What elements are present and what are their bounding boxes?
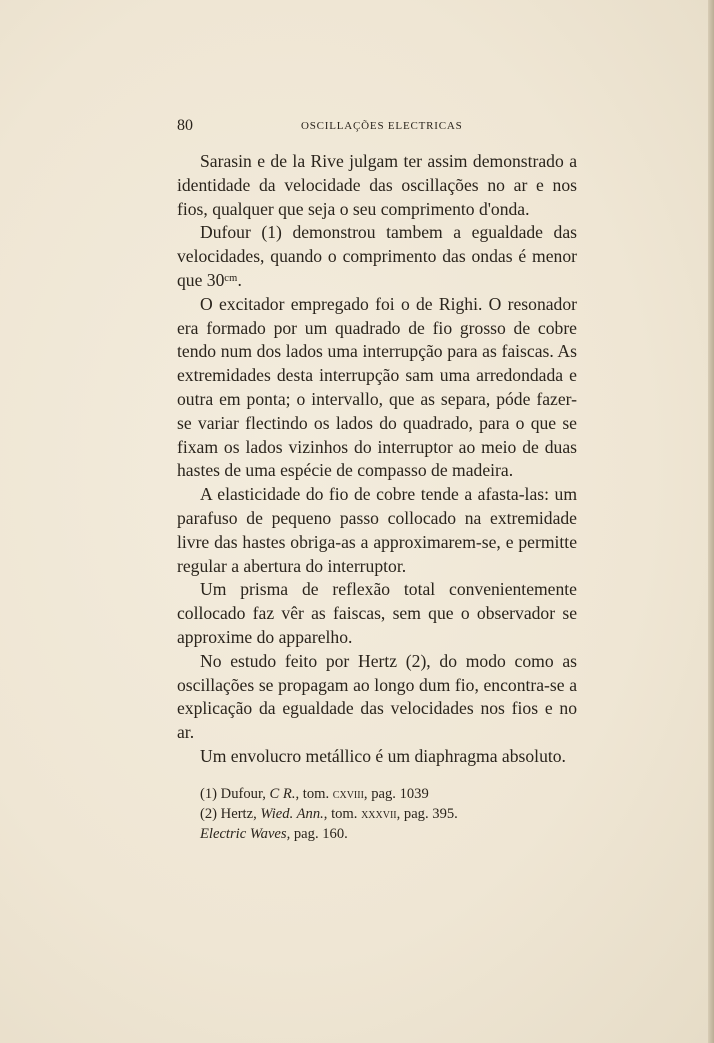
- paragraph: O excitador empregado foi o de Righi. O resonador era formado por um quadrado de fio grosso de cobre tendo num dos lados uma interrupção para as faiscas. As extremidades desta interrupção sam uma arredondada e outra em ponta; o intervallo, que as separa, póde fazer-se variar flectindo os lados do quadrado, para o que se fixam os lados vizinhos do interruptor ao meio de duas hastes de uma espécie de compasso de madeira.: [177, 293, 577, 481]
- paragraph: Sarasin e de la Rive julgam ter assim demonstrado a identidade da velocidade das oscillações no ar e nos fios, qualquer que seja o seu comprimento d'onda.: [177, 151, 577, 219]
- footnote: [200, 784, 580, 804]
- footnote-page: pag. 160.: [290, 826, 348, 842]
- page-number: 80: [177, 117, 193, 134]
- footnote-marker: (1): [200, 786, 221, 802]
- page-edge-shadow: [708, 0, 714, 1043]
- footnote-volume: xxxvii: [361, 806, 397, 822]
- footnote-volume: cxviii: [332, 786, 364, 802]
- paragraph: Um envolucro metállico é um diaphragma absoluto.: [200, 745, 566, 766]
- footnote-text: , tom.: [323, 806, 362, 822]
- paragraph: Um prisma de reflexão total convenientemente collocado faz vêr as faiscas, sem que o observador se approxime do apparelho.: [177, 579, 577, 647]
- running-title: OSCILLAÇÕES ELECTRICAS: [301, 120, 463, 132]
- footnote-journal: Wied. Ann.: [260, 806, 324, 822]
- footnote-page: , pag. 1039: [363, 786, 429, 802]
- paragraph: Dufour (1) demonstrou tambem a egualdade das velocidades, quando o comprimento das ondas é menor que 30ᶜᵐ.: [177, 222, 577, 290]
- page-header: [177, 117, 577, 139]
- paragraph: A elasticidade do fio de cobre tende a afasta-las: um parafuso de pequeno passo collocado na extremidade livre das hastes obriga-as a approximarem-se, e permitte regular a abertura do interruptor.: [177, 484, 577, 576]
- footnote-journal: C R.: [269, 786, 296, 802]
- footnote-author: Dufour,: [220, 786, 270, 802]
- footnote-text: , tom.: [295, 786, 333, 802]
- footnote-marker: (2): [200, 806, 221, 822]
- footnotes: [200, 784, 580, 844]
- footnote-page: , pag. 395.: [396, 806, 458, 822]
- body-text: [177, 150, 577, 769]
- footnote-title: Electric Waves,: [200, 826, 291, 842]
- footnote: [200, 804, 580, 824]
- paragraph: No estudo feito por Hertz (2), do modo como as oscillações se propagam ao longo dum fio, encontra-se a explicação da egualdade das velocidades nos fios e no ar.: [177, 650, 577, 743]
- footnote-author: Hertz,: [220, 806, 261, 822]
- footnote: [200, 824, 580, 844]
